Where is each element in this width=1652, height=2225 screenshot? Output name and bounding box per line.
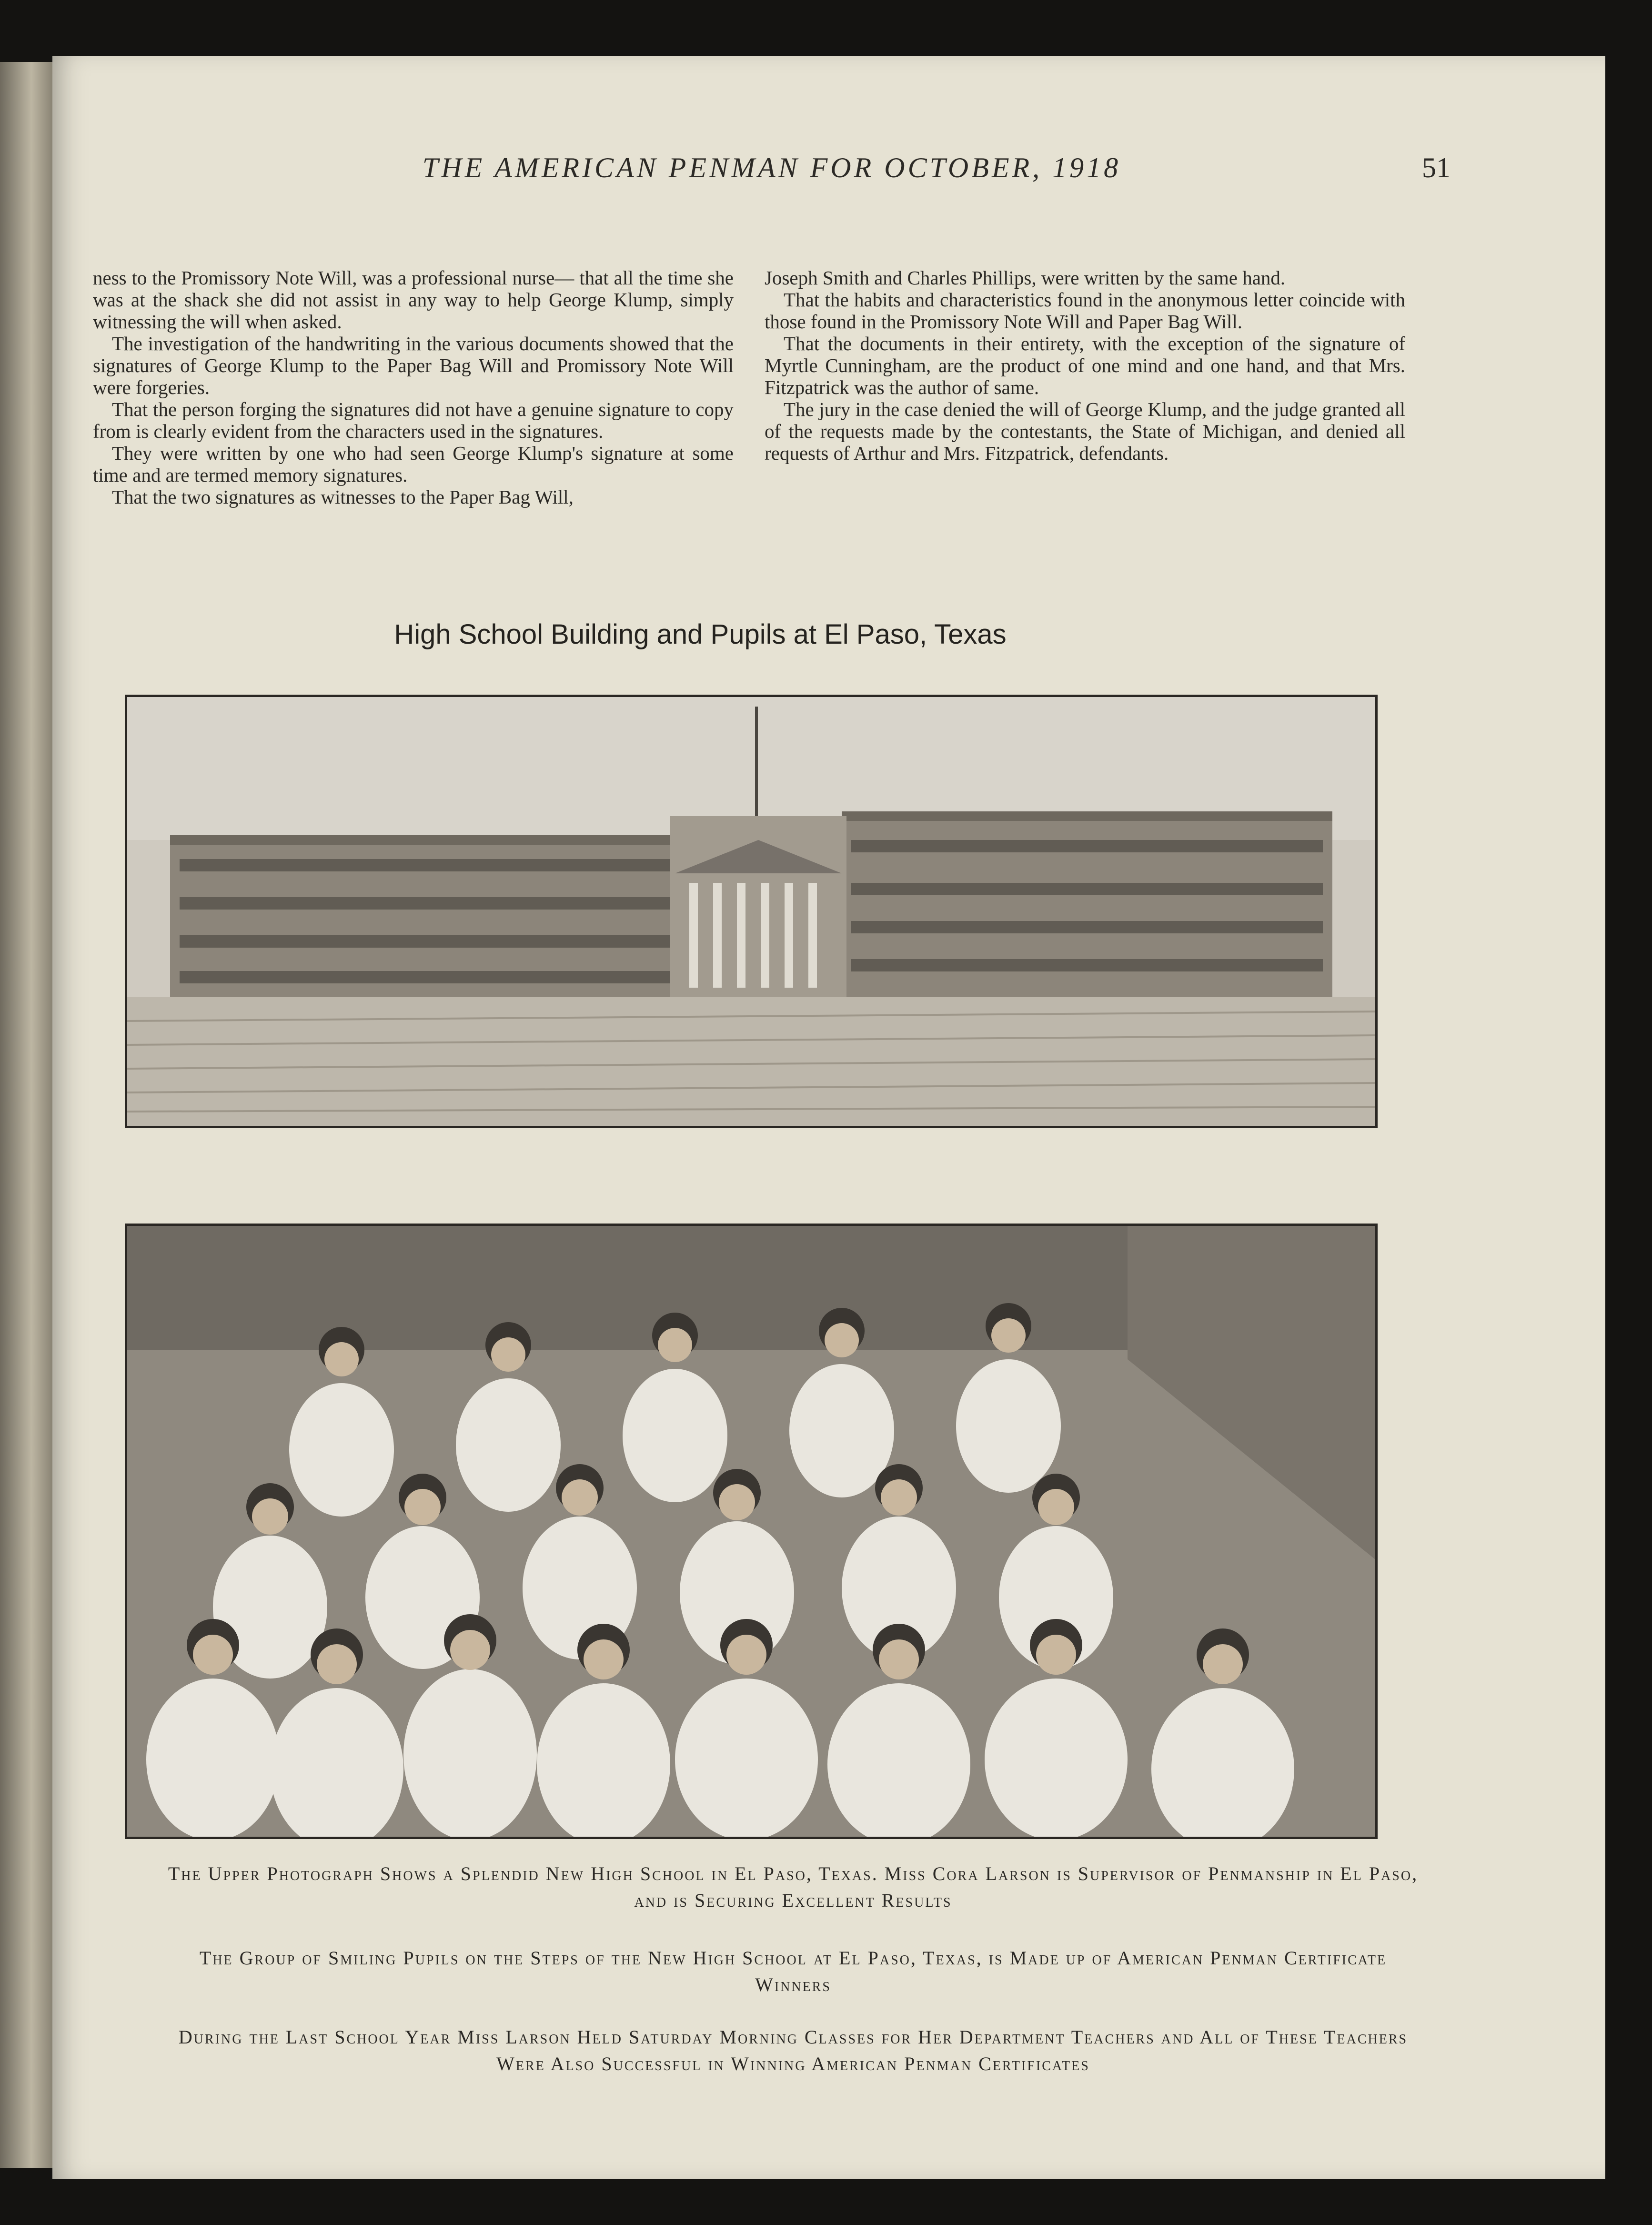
running-header: THE AMERICAN PENMAN FOR OCTOBER, 1918 xyxy=(422,152,1121,183)
paragraph: That the habits and characteristics found in the anonymous letter coincide with those found in the Promissory Note Will and Paper Bag Will. xyxy=(765,289,1405,333)
paragraph: That the two signatures as witnesses to the Paper Bag Will, xyxy=(112,486,574,508)
article-right-column xyxy=(765,267,1405,464)
page-number: 51 xyxy=(1422,152,1451,183)
paragraph: ness to the Promissory Note Will, was a professional nurse— that all the time she was at the shack she did not assist in any way to help George Klump, simply witnessing the will when asked. xyxy=(93,267,734,333)
paragraph: Joseph Smith and Charles Phillips, were written by the same hand. xyxy=(765,267,1286,289)
pupils-group-photo xyxy=(125,1224,1378,1839)
facing-page-edge xyxy=(0,62,52,2168)
paragraph: That the person forging the signatures did not have a genuine signature to copy from is clearly evident from the characters used in the signatures. xyxy=(93,398,734,442)
photo-caption: The Group of Smiling Pupils on the Steps of the New High School at El Paso, Texas, is Made up of American Penman Certificate Winners xyxy=(199,1947,1387,1995)
paragraph: The jury in the case denied the will of George Klump, and the judge granted all of the requests made by the contestants, the State of Michigan, and denied all requests of Arthur and Mrs. Fitzpatrick, defendants. xyxy=(765,398,1405,464)
paragraph: They were written by one who had seen George Klump's signature at some time and are termed memory signatures. xyxy=(93,442,734,486)
photo-caption: During the Last School Year Miss Larson Held Saturday Morning Classes for Her Department Teachers and All of These Teachers Were Also Successful in Winning American Penman Certificates xyxy=(178,2026,1408,2074)
article-left-column xyxy=(93,267,734,508)
high-school-building-photo xyxy=(125,695,1378,1128)
feature-title: High School Building and Pupils at El Paso, Texas xyxy=(394,619,1007,650)
photo-caption: The Upper Photograph Shows a Splendid New High School in El Paso, Texas. Miss Cora Larson is Supervisor of Penmanship in El Paso, and is Securing Excellent Results xyxy=(168,1863,1419,1911)
paragraph: That the documents in their entirety, with the exception of the signature of Myrtle Cunningham, are the product of one mind and one hand, and that Mrs. Fitzpatrick was the author of same. xyxy=(765,333,1405,398)
paragraph: The investigation of the handwriting in the various documents showed that the signatures of George Klump to the Paper Bag Will and Promissory Note Will were forgeries. xyxy=(93,333,734,398)
